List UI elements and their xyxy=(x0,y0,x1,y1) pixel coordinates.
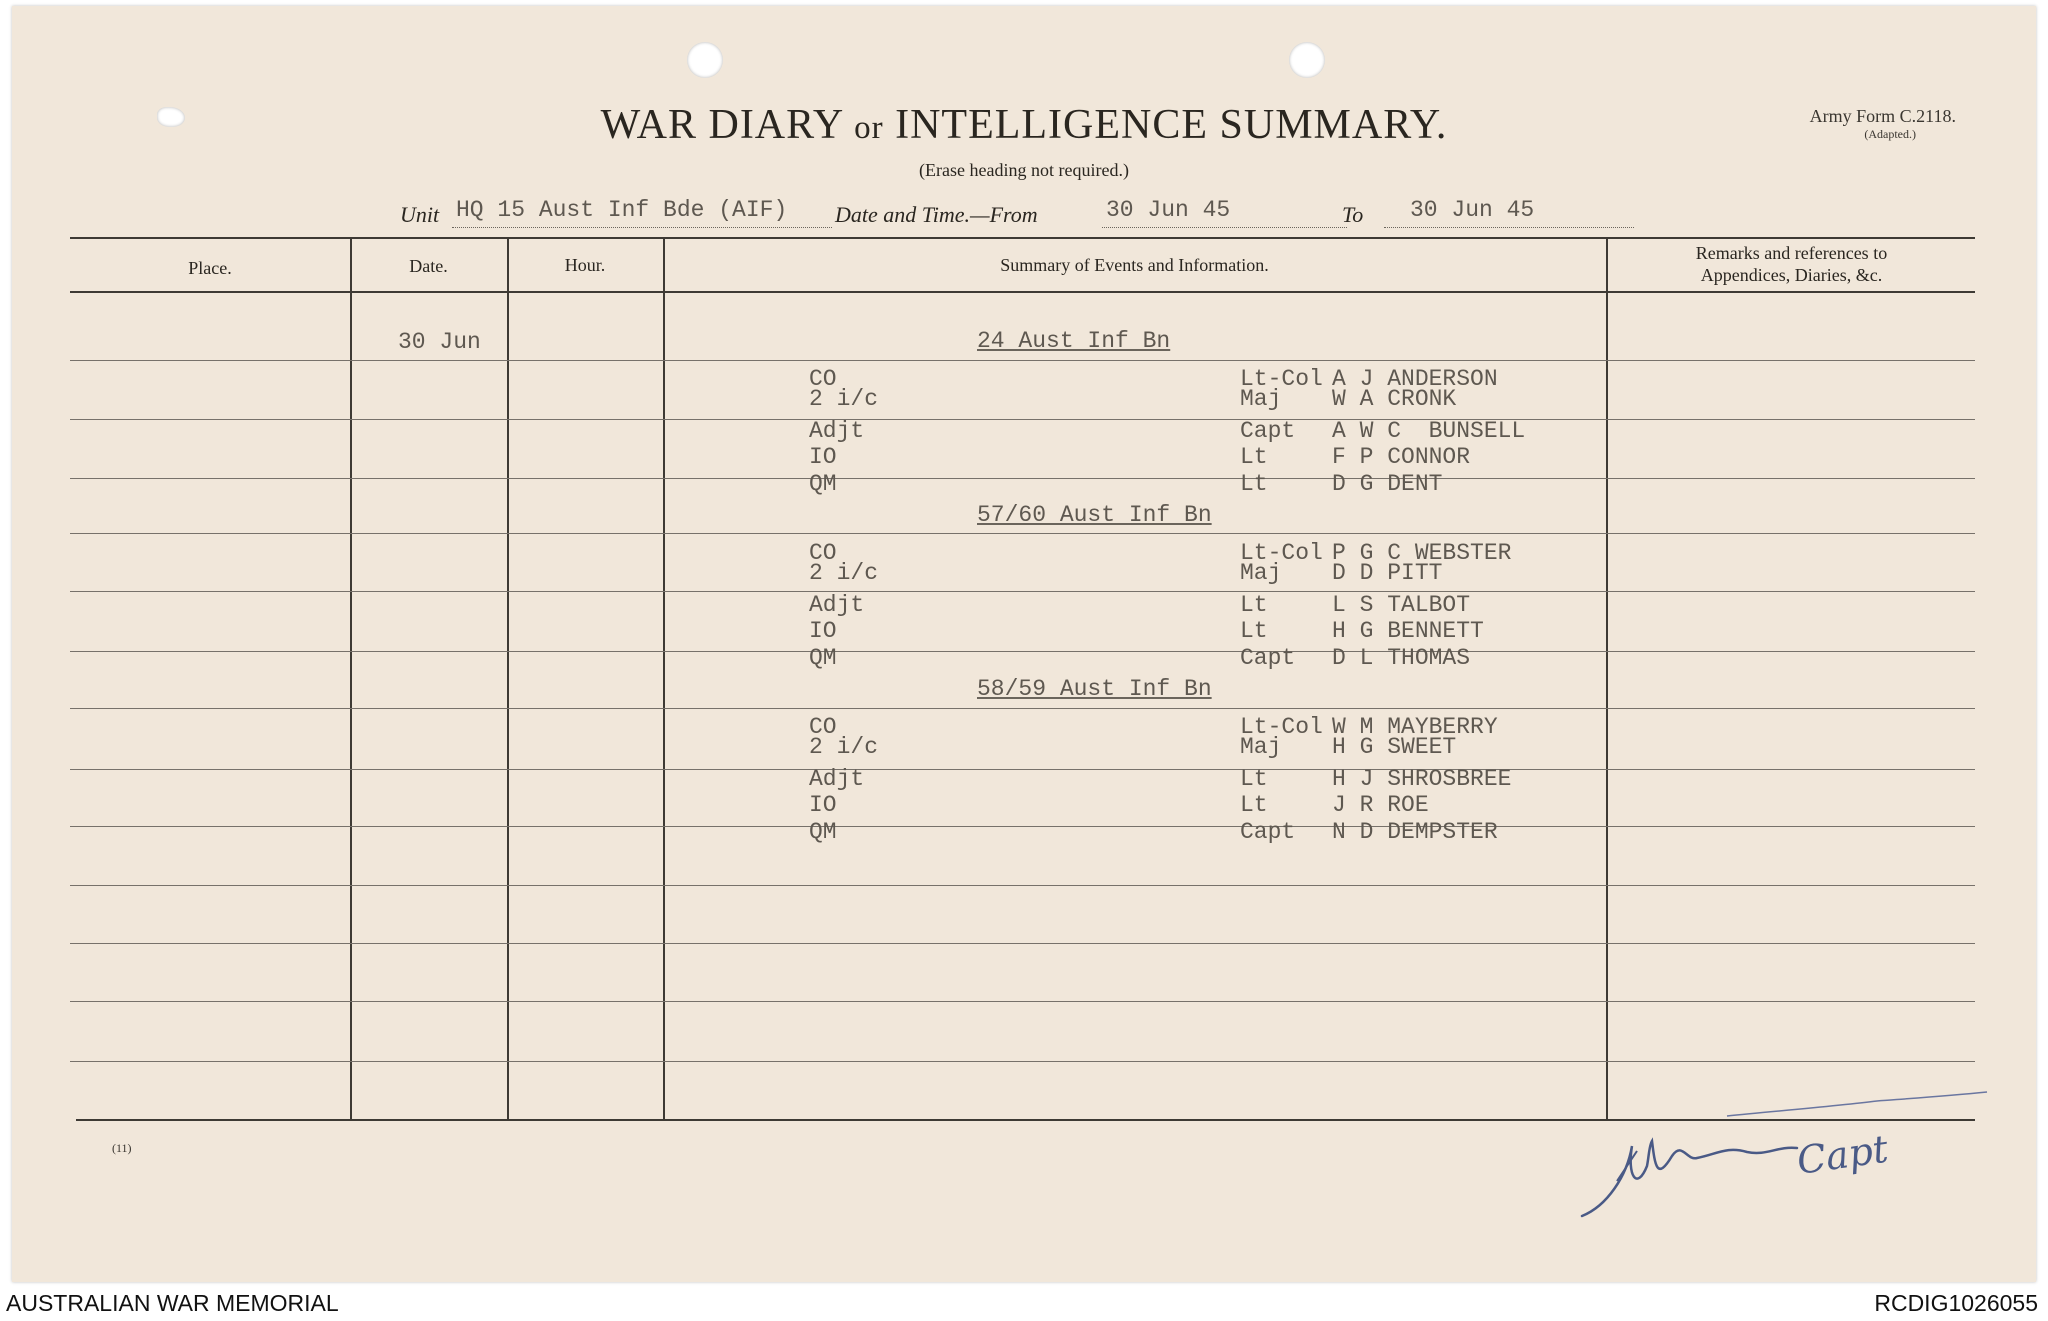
ruled-line xyxy=(70,943,1975,944)
officer-rank: Capt xyxy=(1240,418,1296,444)
column-header-remarks xyxy=(1608,242,1975,286)
to-value: 30 Jun 45 xyxy=(1410,197,1535,223)
remarks-header-line-2: Appendices, Diaries, &c. xyxy=(1700,265,1883,285)
officer-name: A J ANDERSON xyxy=(1332,366,1498,392)
caption-record-id: RCDIG1026055 xyxy=(1874,1290,2038,1316)
ruled-line xyxy=(70,826,1975,827)
ruled-line xyxy=(70,885,1975,886)
column-header-summary: Summary of Events and Information. xyxy=(1000,255,1269,275)
officer-rank: Lt-Col xyxy=(1240,714,1323,740)
entry-date: 30 Jun xyxy=(398,329,481,355)
officer-role: CO xyxy=(809,540,837,566)
officer-role: IO xyxy=(809,792,837,818)
title-or: or xyxy=(854,110,884,146)
unit-label: Unit xyxy=(400,202,440,227)
officer-name: D L THOMAS xyxy=(1332,645,1471,671)
officer-rank: Maj xyxy=(1240,560,1282,586)
to-label: To xyxy=(1342,202,1364,227)
ruled-line xyxy=(70,1001,1975,1002)
officer-role: IO xyxy=(809,444,837,470)
ruled-line xyxy=(70,1061,1975,1062)
officer-role: CO xyxy=(809,714,837,740)
column-divider-summary xyxy=(1606,237,1608,1119)
unit-dotted-line xyxy=(452,227,832,228)
officer-rank: Capt xyxy=(1240,819,1296,845)
officer-role: Adjt xyxy=(809,418,865,444)
diary-page xyxy=(12,6,2036,1282)
column-divider-place xyxy=(350,237,352,1119)
officer-role: QM xyxy=(809,645,837,671)
officer-role: Adjt xyxy=(809,592,865,618)
officer-name: F P CONNOR xyxy=(1332,444,1471,470)
battalion-heading: 57/60 Aust Inf Bn xyxy=(977,502,1212,528)
ruled-line xyxy=(70,769,1975,770)
officer-name: H J SHROSBREE xyxy=(1332,766,1512,792)
officer-rank: Lt xyxy=(1240,766,1268,792)
officer-name: D D PITT xyxy=(1332,560,1443,586)
from-value: 30 Jun 45 xyxy=(1106,197,1231,223)
officer-name: W M MAYBERRY xyxy=(1332,714,1498,740)
column-divider-date xyxy=(507,237,509,1119)
battalion-heading: 24 Aust Inf Bn xyxy=(977,328,1171,354)
officer-name: P G C WEBSTER xyxy=(1332,540,1512,566)
ruled-line xyxy=(70,419,1975,420)
officer-rank: Lt xyxy=(1240,592,1268,618)
form-adapted: (Adapted.) xyxy=(1864,127,1916,141)
column-header-place: Place. xyxy=(188,258,232,278)
officer-role: 2 i/c xyxy=(809,386,879,412)
ruled-line xyxy=(70,478,1975,479)
title-war-diary: WAR DIARY xyxy=(600,102,843,148)
officer-name: J R ROE xyxy=(1332,792,1429,818)
signature-rank: Capt xyxy=(1794,1126,1891,1183)
form-footnote: (11) xyxy=(112,1141,132,1155)
table-top-rule xyxy=(70,237,1975,239)
officer-role: 2 i/c xyxy=(809,560,879,586)
officer-role: Adjt xyxy=(809,766,865,792)
header-bottom-rule xyxy=(70,291,1975,293)
column-header-hour: Hour. xyxy=(564,255,606,275)
ruled-line xyxy=(70,708,1975,709)
officer-rank: Lt-Col xyxy=(1240,540,1323,566)
punch-hole-left xyxy=(687,42,723,78)
to-dotted-line xyxy=(1384,227,1634,228)
battalion-heading: 58/59 Aust Inf Bn xyxy=(977,676,1212,702)
officer-rank: Lt-Col xyxy=(1240,366,1323,392)
officer-rank: Lt xyxy=(1240,792,1268,818)
ruled-line xyxy=(70,591,1975,592)
punch-hole-right xyxy=(1289,42,1325,78)
officer-role: 2 i/c xyxy=(809,734,879,760)
officer-name: D G DENT xyxy=(1332,471,1443,497)
ruled-line xyxy=(70,651,1975,652)
officer-name: N D DEMPSTER xyxy=(1332,819,1498,845)
officer-role: CO xyxy=(809,366,837,392)
unit-value: HQ 15 Aust Inf Bde (AIF) xyxy=(456,197,788,223)
officer-rank: Maj xyxy=(1240,386,1282,412)
ruled-line xyxy=(70,533,1975,534)
officer-role: QM xyxy=(809,819,837,845)
form-number xyxy=(1810,106,1956,142)
officer-rank: Lt xyxy=(1240,618,1268,644)
officer-rank: Maj xyxy=(1240,734,1282,760)
form-number-text: Army Form C.2118. xyxy=(1809,106,1956,126)
officer-rank: Lt xyxy=(1240,444,1268,470)
officer-name: L S TALBOT xyxy=(1332,592,1471,618)
officer-name: H G BENNETT xyxy=(1332,618,1484,644)
officer-name: H G SWEET xyxy=(1332,734,1457,760)
signature-image xyxy=(1577,1086,1997,1226)
caption-institution: AUSTRALIAN WAR MEMORIAL xyxy=(6,1290,339,1316)
officer-rank: Lt xyxy=(1240,471,1268,497)
column-divider-hour xyxy=(663,237,665,1119)
erase-heading-note: (Erase heading not required.) xyxy=(919,160,1129,180)
from-dotted-line xyxy=(1102,227,1347,228)
page-title xyxy=(12,101,2036,149)
remarks-header-line-1: Remarks and references to xyxy=(1695,243,1888,263)
officer-role: IO xyxy=(809,618,837,644)
officer-role: QM xyxy=(809,471,837,497)
officer-name: A W C BUNSELL xyxy=(1332,418,1526,444)
column-header-date: Date. xyxy=(409,256,448,276)
date-time-label: Date and Time.—From xyxy=(835,202,1038,227)
officer-rank: Capt xyxy=(1240,645,1296,671)
ruled-line xyxy=(70,360,1975,361)
title-intelligence-summary: INTELLIGENCE SUMMARY. xyxy=(895,102,1448,148)
officer-name: W A CRONK xyxy=(1332,386,1457,412)
